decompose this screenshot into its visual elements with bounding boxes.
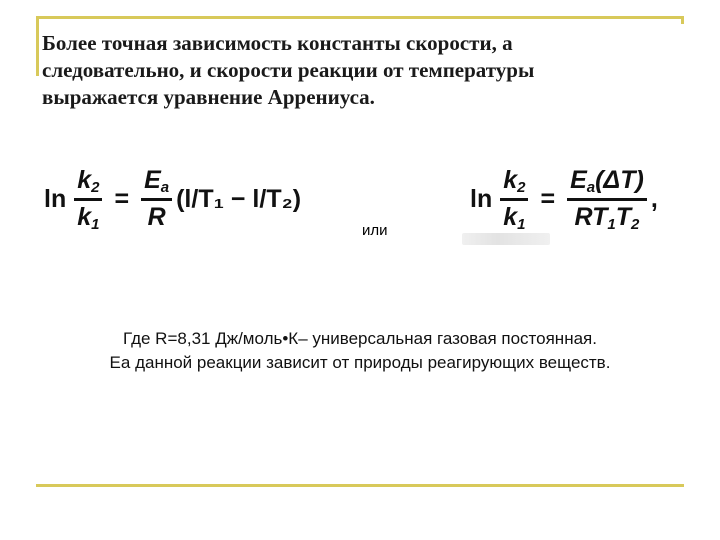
rate-ratio-fraction — [74, 166, 102, 233]
frame-left-line — [36, 16, 39, 76]
r-symbol: R — [147, 203, 166, 232]
title-line-2: следовательно, и скорости реакции от температуры — [42, 58, 535, 82]
rt1-symbol: RT — [574, 202, 608, 231]
arrhenius-formula-2 — [470, 166, 658, 233]
frame-bottom-line — [36, 484, 684, 487]
k2-symbol: k — [77, 166, 92, 194]
k2-subscript-2: 2 — [517, 178, 526, 196]
ea-subscript: a — [160, 179, 170, 197]
k1-symbol: k — [77, 202, 92, 231]
k1-subscript: 1 — [91, 215, 100, 233]
ln-symbol: ln — [44, 184, 67, 213]
slide-title — [42, 30, 642, 111]
title-line-3: выражается уравнение Аррениуса. — [42, 85, 375, 109]
body-line-2: Еа данной реакции зависит от природы реагирующих веществ. — [109, 353, 611, 372]
body-line-1: Где R=8,31 Дж/моль•К– универсальная газовая постоянная. — [123, 329, 597, 348]
trailing-comma: , — [650, 184, 658, 213]
t1-subscript: 1 — [607, 215, 616, 233]
t2-symbol: T — [615, 202, 632, 231]
rate-ratio-fraction-2 — [500, 166, 528, 233]
scan-artifact — [462, 233, 550, 245]
temperature-difference: (l/T₁ − l/T₂) — [176, 184, 302, 213]
frame-right-tick — [681, 16, 684, 24]
k1-subscript-2: 1 — [517, 215, 526, 233]
title-line-1: Более точная зависимость константы скорости, а — [42, 31, 513, 55]
t2-subscript: 2 — [631, 215, 640, 233]
equals-sign-2: = — [540, 184, 556, 213]
ea-delta-t-fraction — [567, 166, 647, 233]
delta-t-term: (ΔT) — [595, 166, 644, 194]
ea-subscript-2: a — [586, 178, 596, 196]
ea-symbol-2: E — [570, 166, 587, 194]
k1-symbol-2: k — [503, 202, 518, 231]
or-label: или — [362, 222, 388, 239]
equals-sign: = — [114, 184, 130, 213]
k2-subscript: 2 — [91, 178, 100, 196]
explanation-text — [40, 327, 680, 375]
k2-symbol-2: k — [503, 166, 518, 194]
ea-over-r-fraction — [141, 166, 172, 232]
ln-symbol-2: ln — [470, 184, 493, 213]
ea-symbol: E — [144, 166, 161, 195]
frame-top-line — [36, 16, 684, 19]
arrhenius-formula-1 — [44, 166, 301, 233]
